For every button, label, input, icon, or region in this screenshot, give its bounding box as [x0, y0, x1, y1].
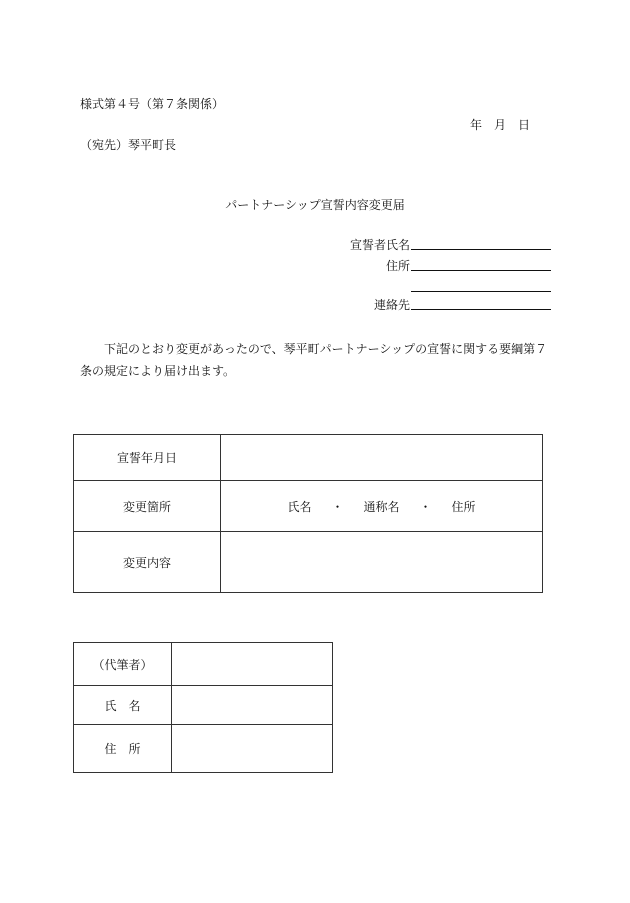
table-row	[74, 481, 543, 532]
change-content-label: 変更内容	[74, 532, 221, 593]
applicant-contact-label: 連絡先	[373, 298, 410, 312]
proxy-address-cell[interactable]	[172, 725, 333, 773]
proxy-table	[73, 642, 333, 773]
applicant-contact-field[interactable]	[411, 309, 551, 310]
change-content-cell[interactable]	[221, 532, 543, 593]
proxy-name-label: 氏 名	[74, 686, 172, 725]
table-row	[74, 725, 333, 773]
change-option-address[interactable]: 住所	[451, 499, 476, 514]
form-number: 様式第４号（第７条関係）	[80, 97, 225, 111]
change-table	[73, 434, 543, 593]
applicant-address-row	[386, 258, 551, 272]
table-row	[74, 643, 333, 686]
date-year-label: 年	[470, 118, 483, 132]
addressee: （宛先）琴平町長	[80, 138, 177, 152]
date-month-label: 月	[494, 118, 507, 132]
proxy-cell[interactable]	[172, 643, 333, 686]
proxy-address-label: 住 所	[74, 725, 172, 773]
applicant-address-field-2[interactable]	[411, 291, 551, 292]
applicant-name-field[interactable]	[411, 249, 551, 250]
table-row	[74, 532, 543, 593]
proxy-label: （代筆者）	[74, 643, 172, 686]
applicant-name-row	[350, 237, 551, 251]
change-option-name[interactable]: 氏名	[287, 499, 312, 514]
proxy-name-cell[interactable]	[172, 686, 333, 725]
separator-dot: ・	[331, 499, 344, 514]
applicant-address-row-2	[410, 279, 551, 293]
separator-dot: ・	[419, 499, 432, 514]
table-row	[74, 686, 333, 725]
document-title: パートナーシップ宣誓内容変更届	[225, 198, 405, 212]
change-option-alias[interactable]: 通称名	[363, 499, 400, 514]
applicant-name-label: 宣誓者氏名	[349, 238, 410, 252]
date-line	[470, 119, 530, 131]
change-item-label: 変更箇所	[74, 481, 221, 532]
body-text: 下記のとおり変更があったので、琴平町パートナーシップの宣誓に関する要綱第７条の規定により届け出ます。	[80, 342, 548, 378]
oath-date-cell[interactable]	[221, 435, 543, 481]
oath-date-label: 宣誓年月日	[74, 435, 221, 481]
change-item-cell[interactable]	[221, 481, 543, 532]
applicant-address-label: 住所	[385, 259, 410, 273]
applicant-address-field[interactable]	[411, 270, 551, 271]
date-day-label: 日	[518, 118, 531, 132]
applicant-contact-row	[374, 297, 551, 311]
table-row	[74, 435, 543, 481]
